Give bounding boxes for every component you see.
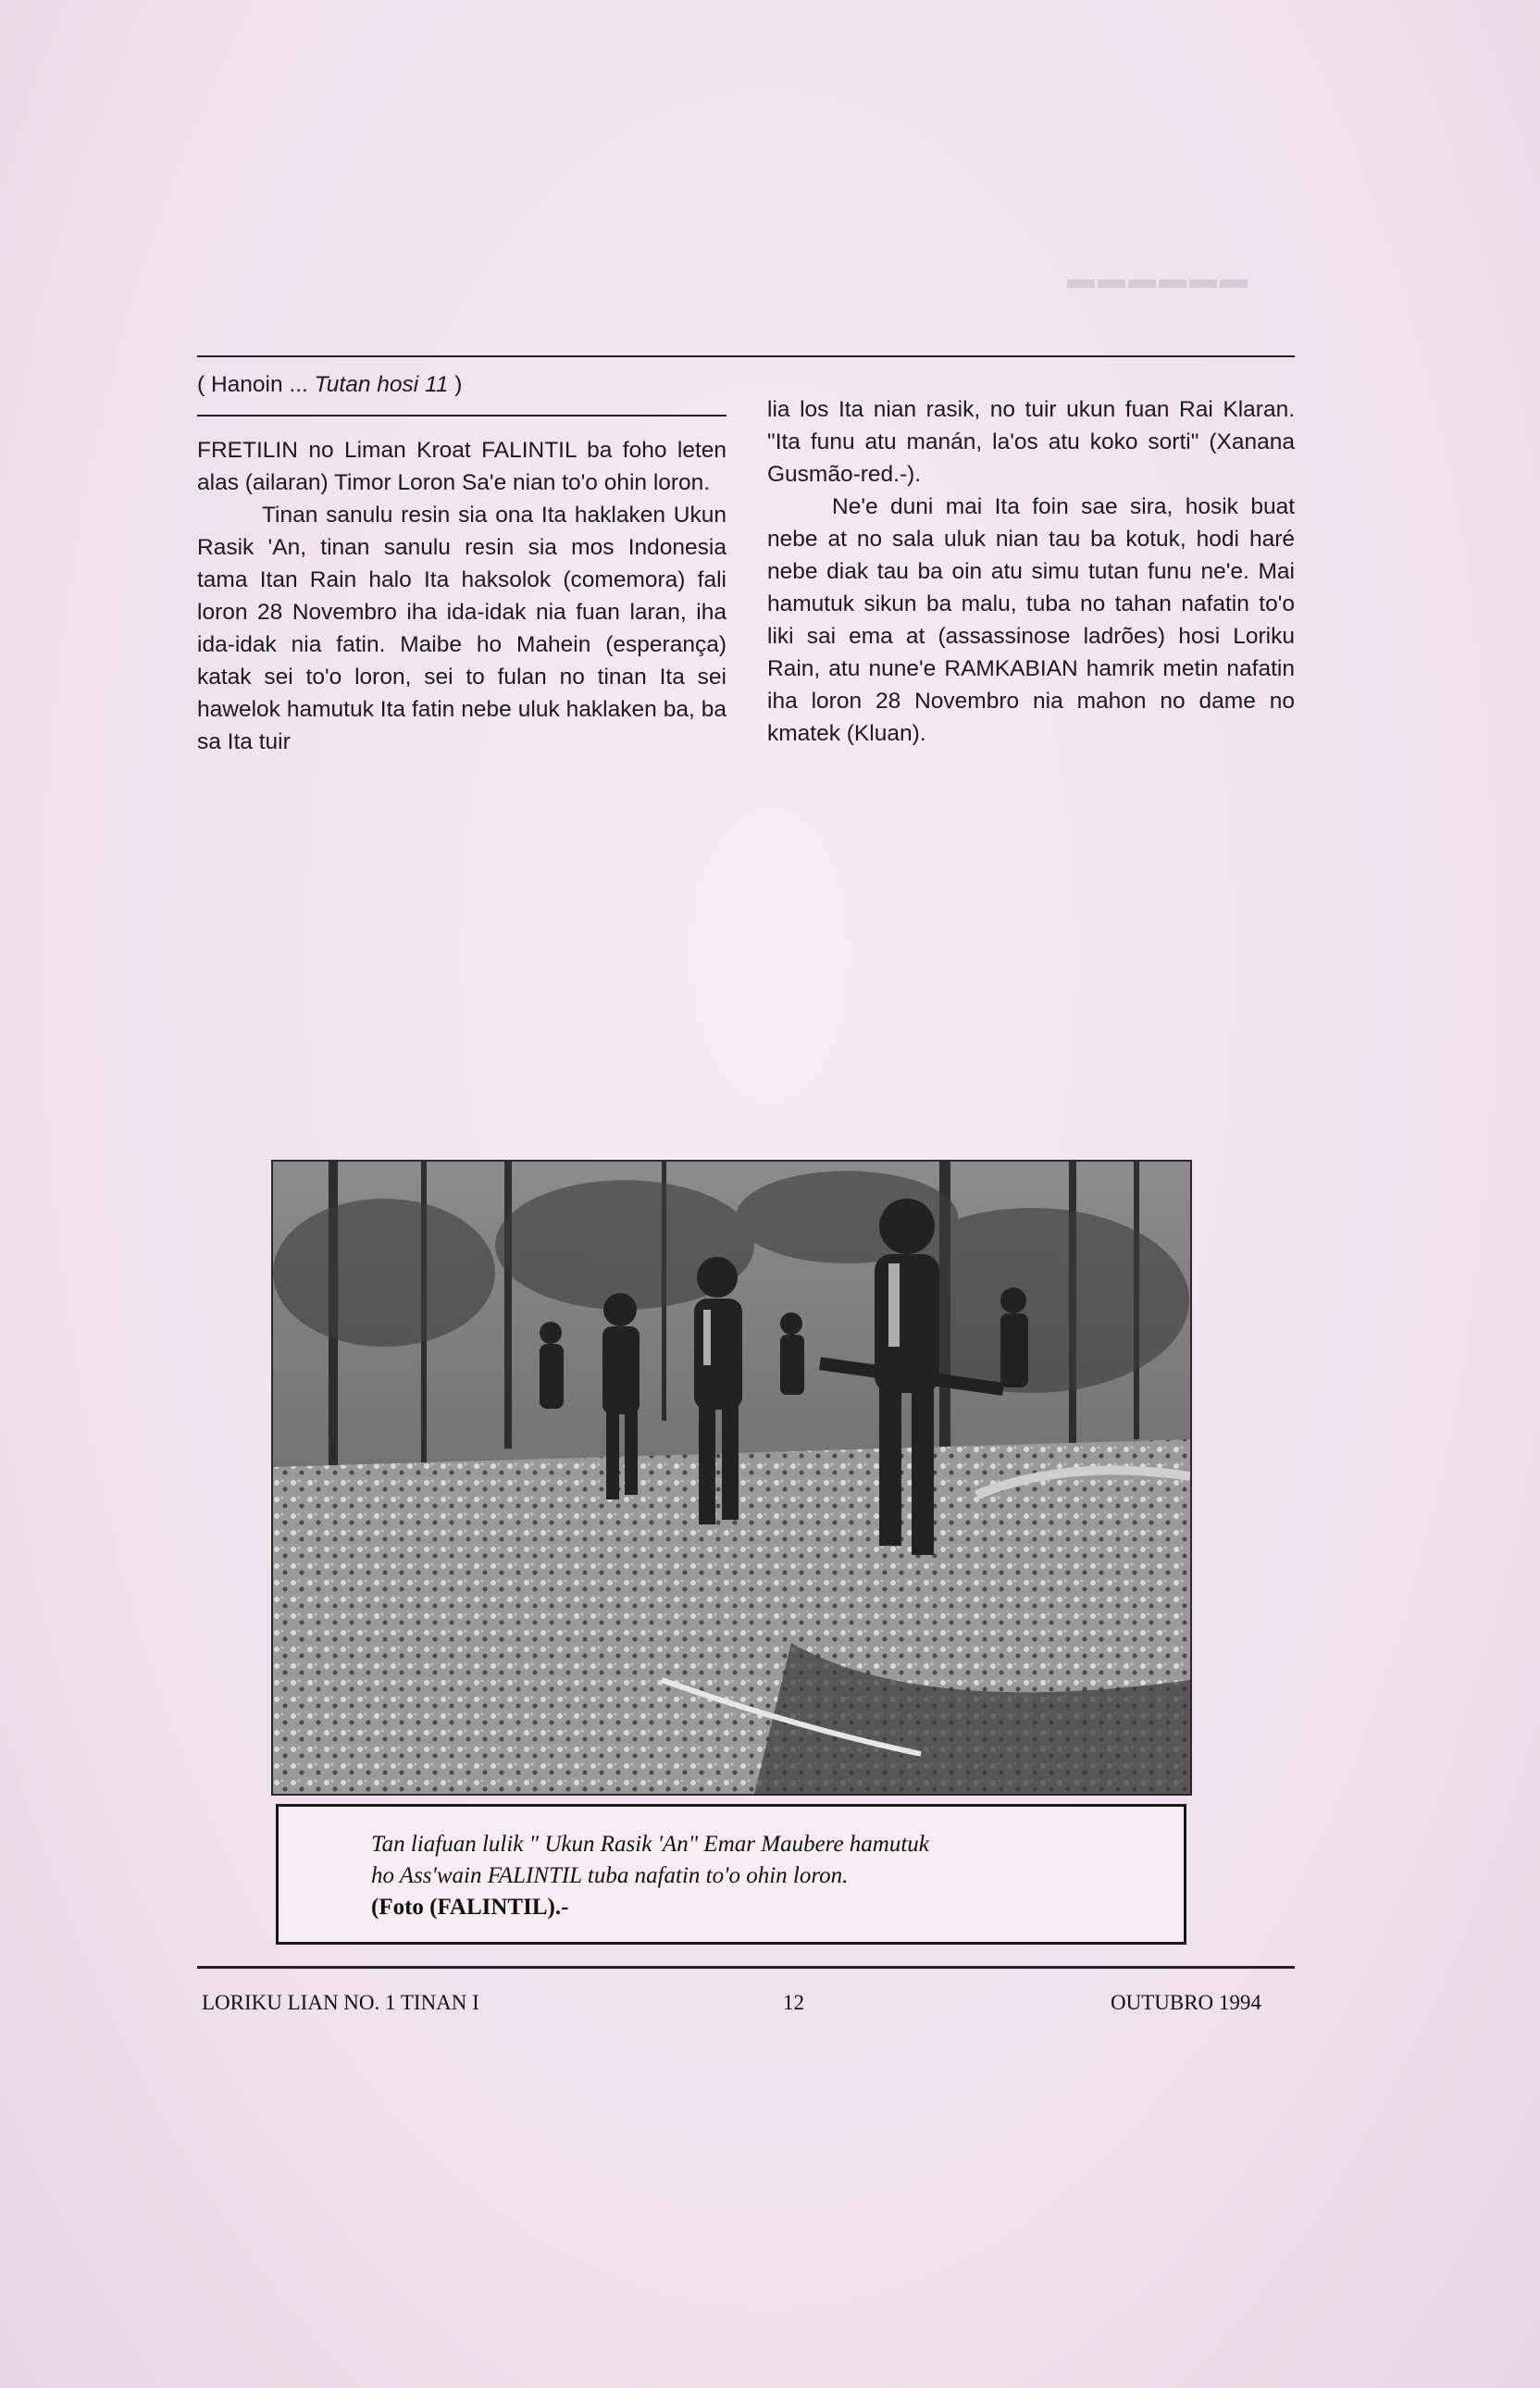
photograph: [271, 1160, 1192, 1796]
left-column: [197, 434, 727, 758]
right-paragraph-2: Ne'e duni mai Ita foin sae sira, hosik buat nebe at no sala uluk nian tau ba kotuk, hodi haré nebe diak tau ba oin atu simu tutan funu ne'e. Mai hamutuk sikun ba malu, tuba no tahan nafatin to'o liki sai ema at (assassinose ladrões) hosi Loriku Rain, atu nune'e RAMKABIAN hamrik metin nafatin iha loron 28 Novembro nia mahon no dame no kmatek (Kluan).: [767, 494, 1295, 746]
photo-caption-box: [276, 1804, 1186, 1945]
show-through-text: ▬▬▬▬▬▬: [1064, 264, 1248, 294]
right-column: [767, 393, 1295, 750]
footer-date: OUTUBRO 1994: [1111, 1991, 1261, 2014]
right-paragraph-1: lia los Ita nian rasik, no tuir ukun fuan Rai Klaran. "Ita funu atu manán, la'os atu koko sorti" (Xanana Gusmão-red.-).: [767, 397, 1295, 487]
footer-rule: [197, 1966, 1295, 1969]
footer-publication: LORIKU LIAN NO. 1 TINAN I: [202, 1991, 479, 2014]
left-column-rule: [197, 415, 727, 417]
continuation-reference: ( Hanoin ... Tutan hosi 11 ): [197, 372, 463, 397]
photo-image: [273, 1162, 1190, 1794]
photo-credit: (Foto (FALINTIL).-: [371, 1895, 569, 1920]
photo-caption: [371, 1829, 1139, 1923]
caption-line-1: Tan liafuan lulik " Ukun Rasik 'An" Emar Maubere hamutuk: [371, 1832, 929, 1857]
top-rule: [197, 355, 1295, 357]
caption-line-2: ho Ass'wain FALINTIL tuba nafatin to'o ohin loron.: [371, 1863, 849, 1888]
left-paragraph-2: Tinan sanulu resin sia ona Ita haklaken Ukun Rasik 'An, tinan sanulu resin sia mos Indonesia tama Itan Rain halo Ita haksolok (comemora) fali loron 28 Novembro iha ida-idak nia fuan laran, iha ida-idak nia fatin. Maibe ho Mahein (esperança) katak sei to'o loron, sei to fulan no tinan Ita sei hawelok hamutuk Ita fatin nebe uluk haklaken ba, ba sa Ita tuir: [197, 503, 727, 754]
left-paragraph-1: FRETILIN no Liman Kroat FALINTIL ba foho leten alas (ailaran) Timor Loron Sa'e nian to'o ohin loron.: [197, 438, 727, 495]
footer-page-number: 12: [783, 1991, 804, 2014]
